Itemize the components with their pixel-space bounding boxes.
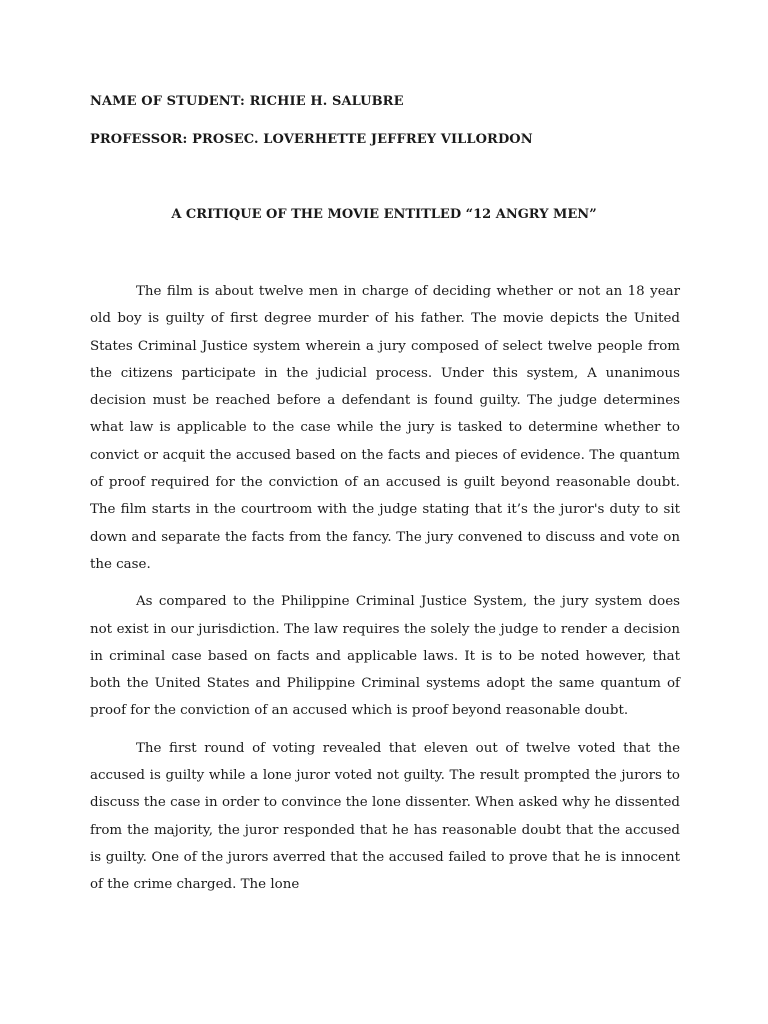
document-title: A CRITIQUE OF THE MOVIE ENTITLED “12 ANGRY MEN” (171, 207, 597, 222)
paragraph-2: As compared to the Philippine Criminal Justice System, the jury system does not exist in our jurisdiction. The law requires the solely the judge to render a decision in criminal case based on facts and applicable laws. It is to be noted however, that both the United States and Philippine Criminal systems adopt the same quantum of proof for the conviction of an accused which is proof beyond reasonable doubt. (90, 594, 680, 719)
student-label: NAME OF STUDENT: (90, 94, 245, 109)
professor-label: PROFESSOR: (90, 132, 188, 147)
document-body (90, 278, 680, 909)
professor-line (90, 132, 533, 147)
paragraph-1: The film is about twelve men in charge of deciding whether or not an 18 year old boy is guilty of first degree murder of his father. The movie depicts the United States Criminal Justice system wherein a jury composed of select twelve people from the citizens participate in the judicial process. Under this system, A unanimous decision must be reached before a defendant is found guilty. The judge determines what law is applicable to the case while the jury is tasked to determine whether to convict or acquit the accused based on the facts and pieces of evidence. The quantum of proof required for the conviction of an accused is guilt beyond reasonable doubt. The film starts in the courtroom with the judge stating that it’s the juror's duty to sit down and separate the facts from the fancy. The jury convened to discuss and vote on the case. (90, 284, 680, 572)
professor-name: PROSEC. LOVERHETTE JEFFREY VILLORDON (192, 132, 533, 147)
student-name: RICHIE H. SALUBRE (249, 94, 404, 109)
paragraph-3: The first round of voting revealed that eleven out of twelve voted that the accused is guilty while a lone juror voted not guilty. The result prompted the jurors to discuss the case in order to convince the lone dissenter. When asked why he dissented from the majority, the juror responded that he has reasonable doubt that the accused is guilty. One of the jurors averred that the accused failed to prove that he is innocent of the crime charged. The lone (90, 740, 680, 893)
student-name-line (90, 94, 404, 109)
